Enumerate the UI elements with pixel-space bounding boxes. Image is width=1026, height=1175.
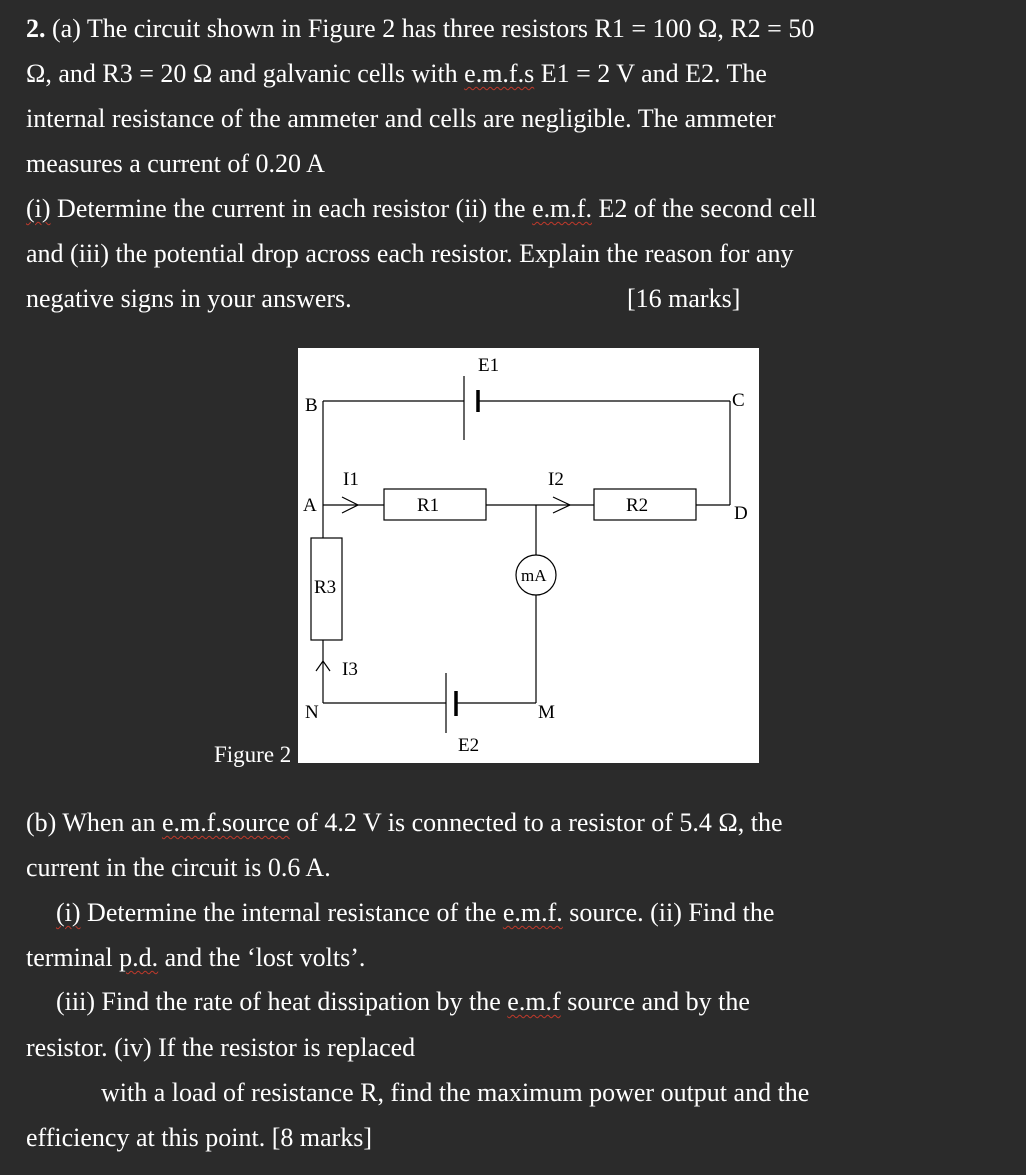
question-b-line-4-text-a: terminal	[26, 943, 120, 972]
question-b-line-3-text-a: Determine the internal resistance of the	[80, 898, 503, 927]
marks-a: [16 marks]	[627, 284, 741, 313]
question-b-line-5-text-a: (iii) Find the rate of heat dissipation by the	[56, 987, 508, 1016]
emf-term: e.m.f	[507, 987, 561, 1016]
question-b-line-4	[26, 941, 365, 975]
emf-term: e.m.f.	[502, 898, 563, 927]
question-b-line-1	[26, 806, 783, 840]
question-b-line-4-text-b: and the ‘lost volts’.	[158, 943, 366, 972]
question-a-line-2-text-a: Ω, and R3 = 20 Ω and galvanic cells with	[26, 59, 465, 88]
question-a-line-5-text-b: E2 of the second cell	[592, 194, 817, 223]
figure-caption: Figure 2	[214, 742, 292, 767]
label-i2: I2	[548, 469, 564, 490]
question-b-line-2: current in the circuit is 0.6 A.	[26, 853, 331, 882]
question-b-line-5	[56, 985, 750, 1019]
part-i-label: (i)	[26, 194, 51, 223]
label-ammeter: mA	[521, 566, 547, 585]
label-r1: R1	[417, 495, 440, 516]
label-e1: E1	[478, 355, 500, 376]
question-a-line-4: measures a current of 0.20 A	[26, 149, 325, 178]
question-a-line-1	[26, 12, 814, 46]
label-e2: E2	[458, 735, 480, 756]
emf-term: e.m.f.	[532, 194, 592, 223]
label-c: C	[732, 390, 745, 411]
label-i3: I3	[342, 659, 358, 680]
question-a-line-2-text-b: E1 = 2 V and E2. The	[534, 59, 767, 88]
label-n: N	[305, 702, 319, 723]
question-b-line-5-text-b: source and by the	[560, 987, 750, 1016]
part-i-label: (i)	[56, 898, 81, 927]
question-b-line-3	[56, 896, 774, 930]
emf-source-term: e.m.f.source	[161, 808, 290, 837]
circuit-svg	[298, 348, 759, 763]
question-a-line-5-text-a: Determine the current in each resistor (ii) the	[50, 194, 533, 223]
circuit-diagram	[298, 348, 759, 763]
question-b-line-7: with a load of resistance R, find the maximum power output and the	[101, 1078, 810, 1107]
question-a-line-7: negative signs in your answers.	[26, 284, 352, 313]
question-b-line-1-text-b: of 4.2 V is connected to a resistor of 5.4 Ω, the	[289, 808, 783, 837]
question-a-line-5	[26, 192, 817, 226]
label-i1: I1	[343, 469, 359, 490]
question-a-line-6: and (iii) the potential drop across each resistor. Explain the reason for any	[26, 239, 794, 268]
label-b: B	[305, 395, 318, 416]
question-b-line-1-text-a: (b) When an	[26, 808, 162, 837]
question-b-line-6: resistor. (iv) If the resistor is replaced	[26, 1033, 416, 1062]
question-a-line-2	[26, 57, 767, 91]
label-a: A	[303, 495, 317, 516]
question-number: 2.	[26, 14, 46, 43]
question-a-line-3: internal resistance of the ammeter and cells are negligible. The ammeter	[26, 104, 776, 133]
label-d: D	[734, 503, 748, 524]
question-b-line-3-text-b: source. (ii) Find the	[562, 898, 775, 927]
label-r3: R3	[314, 577, 337, 598]
emf-term: e.m.f.s	[464, 59, 535, 88]
pd-term: p.d.	[119, 943, 159, 972]
label-r2: R2	[626, 495, 649, 516]
question-b-line-8: efficiency at this point. [8 marks]	[26, 1123, 373, 1152]
question-a-line-1-text: (a) The circuit shown in Figure 2 has three resistors R1 = 100 Ω, R2 = 50	[45, 14, 815, 43]
label-m: M	[538, 702, 555, 723]
